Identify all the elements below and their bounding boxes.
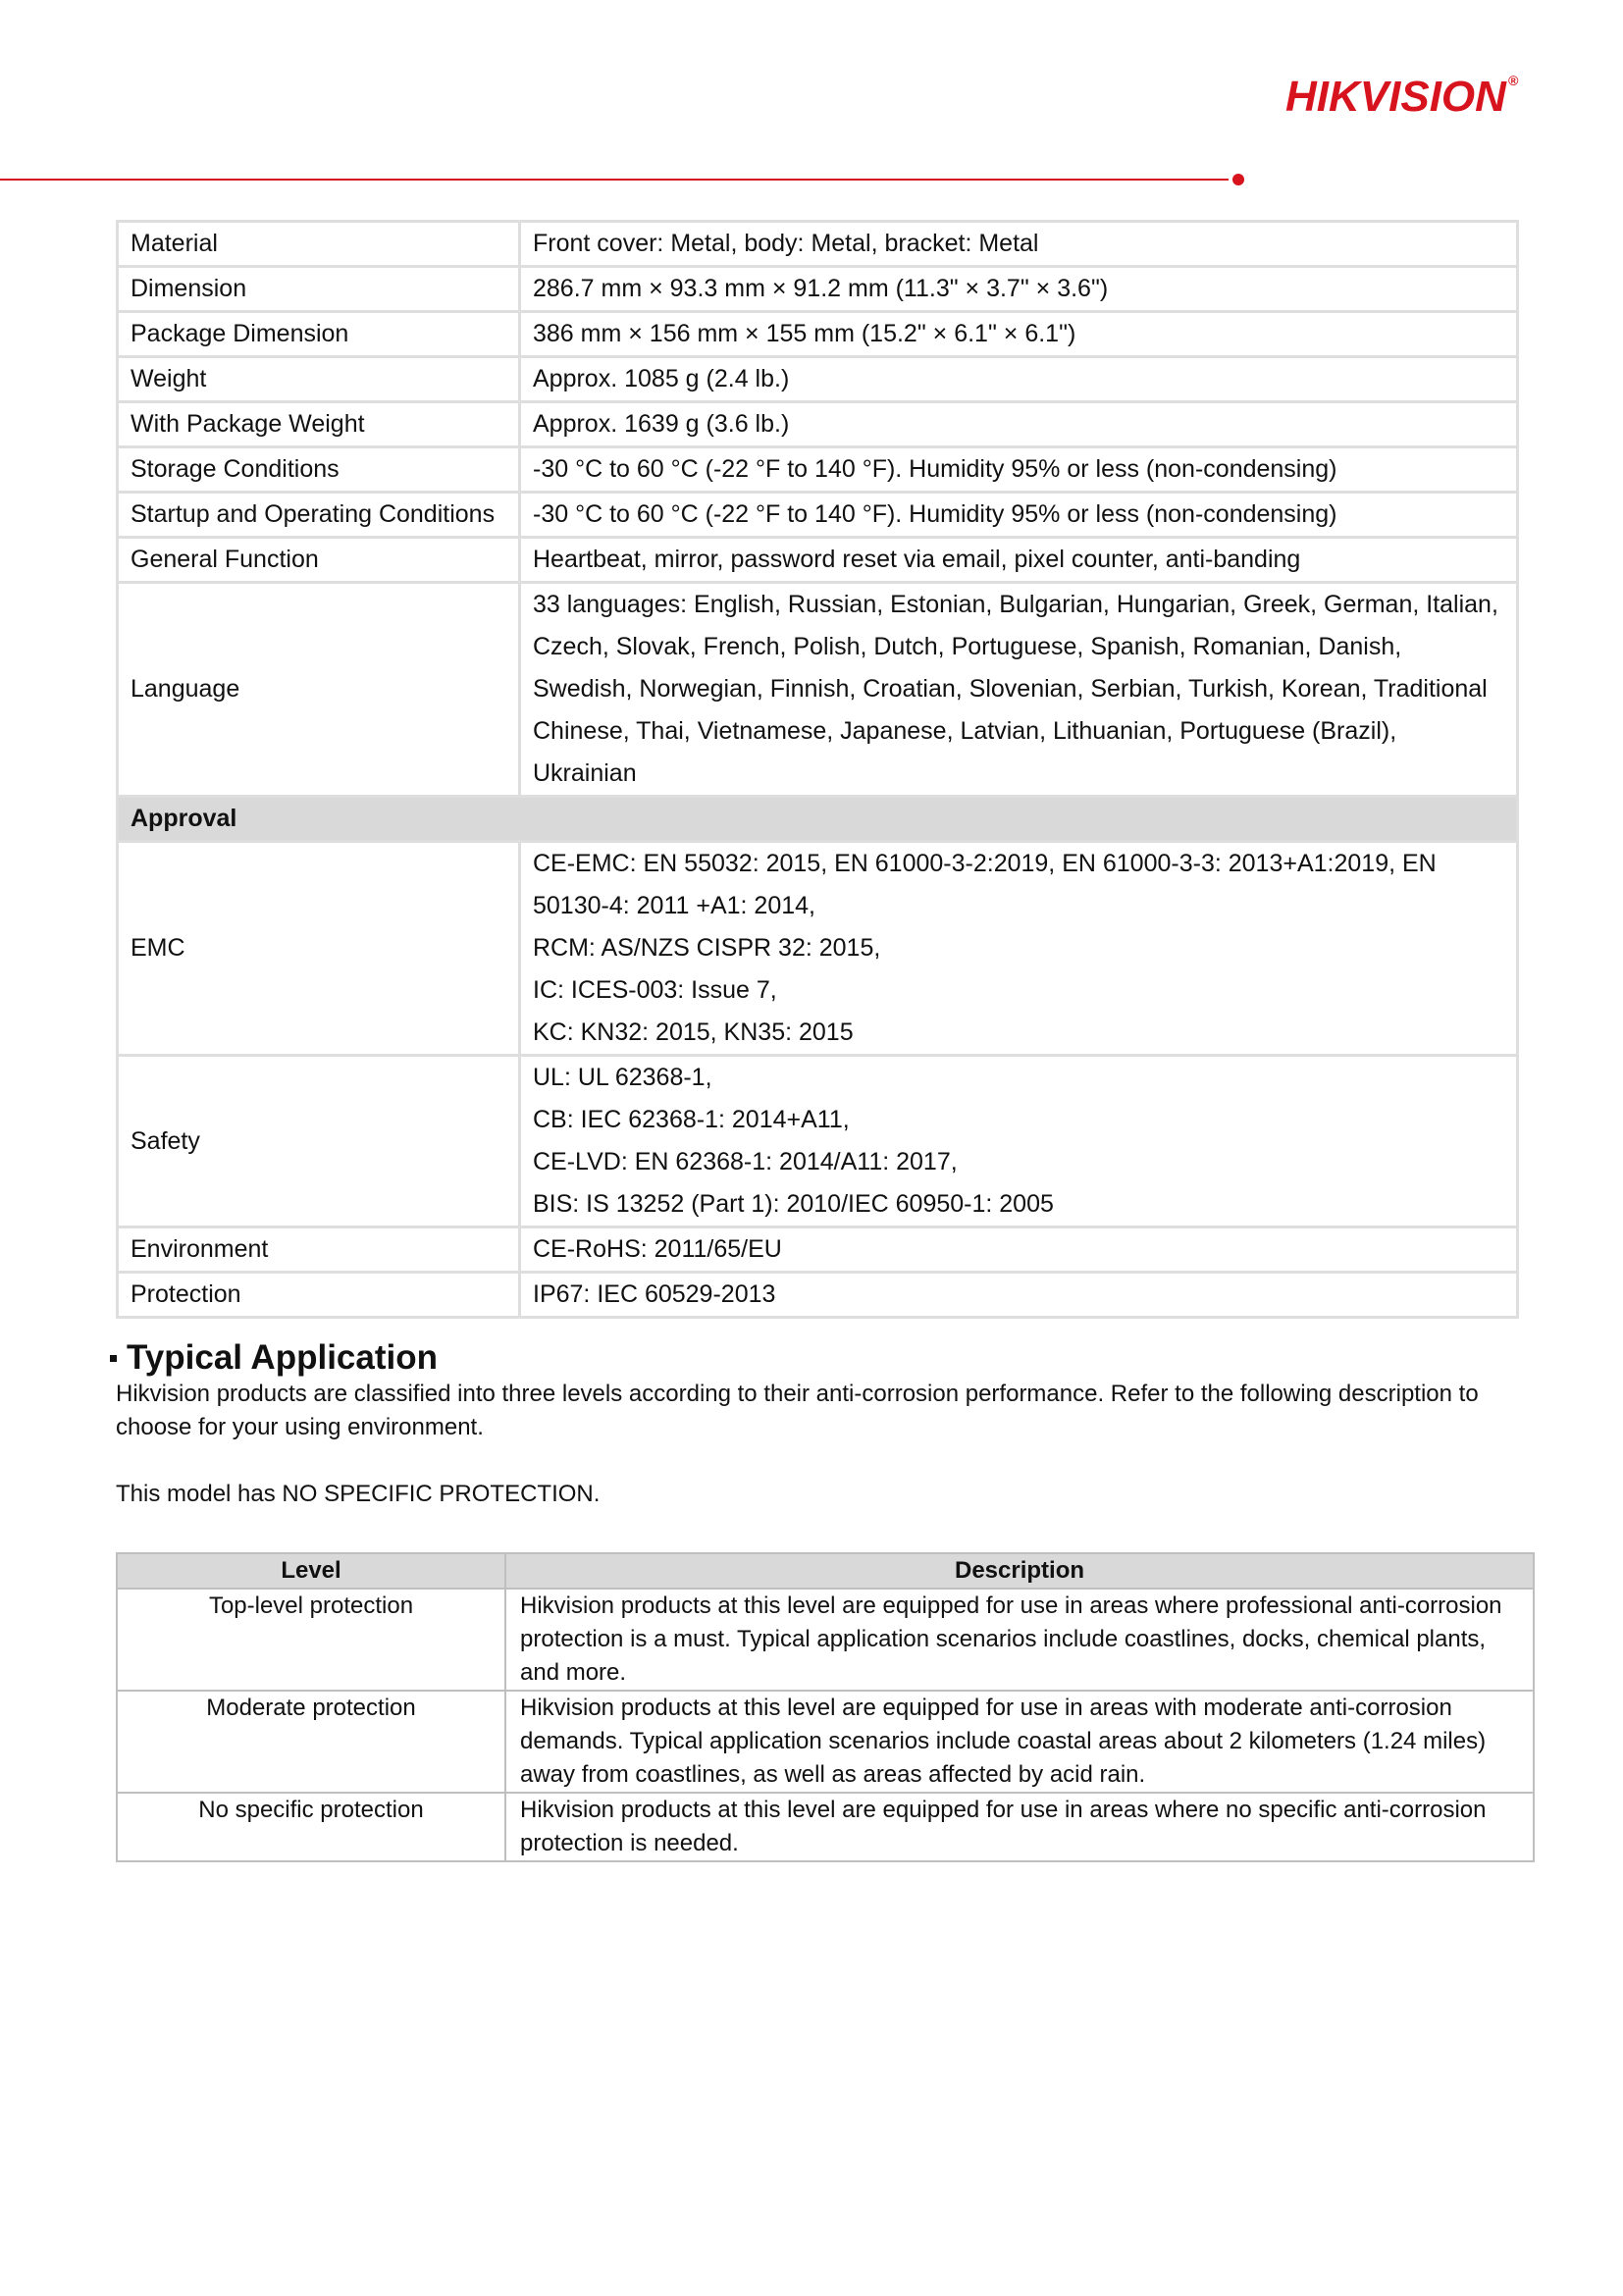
approval-row xyxy=(118,842,1518,1056)
approval-value-line: KC: KN32: 2015, KN35: 2015 xyxy=(533,1018,854,1046)
typical-application-heading xyxy=(110,1338,438,1378)
spec-row xyxy=(118,402,1518,447)
spec-value xyxy=(520,312,1518,357)
spec-value-line: Approx. 1639 g (3.6 lb.) xyxy=(533,410,790,438)
spec-value xyxy=(520,267,1518,312)
approval-value-line: BIS: IS 13252 (Part 1): 2010/IEC 60950-1: 2005 xyxy=(533,1190,1054,1218)
level-column-header: Level xyxy=(117,1553,505,1589)
header-divider-dot xyxy=(1232,174,1244,185)
spec-key: Weight xyxy=(118,357,520,402)
spec-key: With Package Weight xyxy=(118,402,520,447)
approval-value-line: CB: IEC 62368-1: 2014+A11, xyxy=(533,1106,850,1133)
approval-key: Environment xyxy=(118,1227,520,1273)
level-description: Hikvision products at this level are equipped for use in areas where no specific anti-corrosion protection is needed. xyxy=(505,1793,1534,1861)
level-row xyxy=(117,1793,1534,1861)
spec-value-line: 286.7 mm × 93.3 mm × 91.2 mm (11.3" × 3.7" × 3.6") xyxy=(533,275,1109,302)
hikvision-logo xyxy=(1285,73,1518,122)
level-name: Top-level protection xyxy=(117,1589,505,1691)
approval-value-line: CE-RoHS: 2011/65/EU xyxy=(533,1235,782,1263)
approval-value-line: RCM: AS/NZS CISPR 32: 2015, xyxy=(533,934,881,962)
spec-table xyxy=(116,220,1519,1319)
approval-value xyxy=(520,1227,1518,1273)
spec-row xyxy=(118,312,1518,357)
spec-row xyxy=(118,357,1518,402)
spec-value-line: Heartbeat, mirror, password reset via email, pixel counter, anti-banding xyxy=(533,546,1301,573)
protection-levels-table xyxy=(116,1552,1535,1862)
header-divider-line xyxy=(0,179,1229,181)
spec-value xyxy=(520,493,1518,538)
approval-value-line: IP67: IEC 60529-2013 xyxy=(533,1280,776,1308)
spec-key: Storage Conditions xyxy=(118,447,520,493)
level-name: No specific protection xyxy=(117,1793,505,1861)
spec-value xyxy=(520,402,1518,447)
level-description: Hikvision products at this level are equipped for use in areas where professional anti-corrosion protection is a must. Typical application scenarios include coastlines, docks, chemical plants, and more. xyxy=(505,1589,1534,1691)
approval-value xyxy=(520,1273,1518,1318)
spec-key: Material xyxy=(118,222,520,267)
approval-value xyxy=(520,842,1518,1056)
brand-name: HIKVISION xyxy=(1285,73,1506,121)
registered-mark: ® xyxy=(1507,73,1519,88)
spec-row xyxy=(118,583,1518,797)
spec-value-line: 33 languages: English, Russian, Estonian, Bulgarian, Hungarian, Greek, German, Italian, Czech, Slovak, French, Polish, Dutch, Portuguese, Spanish, Romanian, Danish, Swedish, Norwegian, Finnish, Croatian, Slovenian, Serbian, Turkish, Korean, Traditional Chinese, Thai, Vietnamese, Japanese, Latvian, Lithuanian, Portuguese (Brazil), Ukrainian xyxy=(533,591,1498,787)
approval-section-row xyxy=(118,797,1518,842)
spec-table-body xyxy=(118,222,1518,1318)
approval-row xyxy=(118,1056,1518,1227)
levels-header-row xyxy=(117,1553,1534,1589)
spec-row xyxy=(118,267,1518,312)
spec-key: Language xyxy=(118,583,520,797)
spec-value xyxy=(520,222,1518,267)
approval-section-header: Approval xyxy=(118,797,1518,842)
spec-row xyxy=(118,447,1518,493)
spec-value xyxy=(520,538,1518,583)
spec-value-line: -30 °C to 60 °C (-22 °F to 140 °F). Humidity 95% or less (non-condensing) xyxy=(533,455,1337,483)
bullet-icon xyxy=(110,1355,117,1362)
spec-row xyxy=(118,493,1518,538)
approval-row xyxy=(118,1227,1518,1273)
spec-value xyxy=(520,447,1518,493)
spec-row xyxy=(118,538,1518,583)
approval-value-line: CE-LVD: EN 62368-1: 2014/A11: 2017, xyxy=(533,1148,958,1175)
typical-application-intro: Hikvision products are classified into three levels according to their anti-corrosion performance. Refer to the following description to choose for your using environment. xyxy=(116,1381,1479,1440)
level-row xyxy=(117,1691,1534,1793)
approval-key: EMC xyxy=(118,842,520,1056)
approval-value-line: IC: ICES-003: Issue 7, xyxy=(533,976,777,1004)
level-name: Moderate protection xyxy=(117,1691,505,1793)
spec-value xyxy=(520,583,1518,797)
model-protection-note: This model has NO SPECIFIC PROTECTION. xyxy=(116,1481,601,1507)
spec-value-line: -30 °C to 60 °C (-22 °F to 140 °F). Humidity 95% or less (non-condensing) xyxy=(533,500,1337,528)
approval-row xyxy=(118,1273,1518,1318)
approval-value xyxy=(520,1056,1518,1227)
spec-value-line: Front cover: Metal, body: Metal, bracket: Metal xyxy=(533,230,1039,257)
spec-row xyxy=(118,222,1518,267)
spec-key: Package Dimension xyxy=(118,312,520,357)
approval-value-line: UL: UL 62368-1, xyxy=(533,1064,712,1091)
spec-value-line: Approx. 1085 g (2.4 lb.) xyxy=(533,365,790,392)
approval-value-line: CE-EMC: EN 55032: 2015, EN 61000-3-2:2019, EN 61000-3-3: 2013+A1:2019, EN 50130-4: 2011 +A1: 2014, xyxy=(533,850,1437,919)
spec-key: Startup and Operating Conditions xyxy=(118,493,520,538)
spec-key: General Function xyxy=(118,538,520,583)
typical-application-title: Typical Application xyxy=(127,1338,438,1377)
description-column-header: Description xyxy=(505,1553,1534,1589)
approval-key: Protection xyxy=(118,1273,520,1318)
level-row xyxy=(117,1589,1534,1691)
spec-value xyxy=(520,357,1518,402)
levels-table-body xyxy=(117,1589,1534,1861)
approval-key: Safety xyxy=(118,1056,520,1227)
level-description: Hikvision products at this level are equipped for use in areas with moderate anti-corrosion demands. Typical application scenarios include coastal areas about 2 kilometers (1.24 miles) away from coastlines, as well as areas affected by acid rain. xyxy=(505,1691,1534,1793)
spec-key: Dimension xyxy=(118,267,520,312)
spec-value-line: 386 mm × 156 mm × 155 mm (15.2" × 6.1" × 6.1") xyxy=(533,320,1076,347)
